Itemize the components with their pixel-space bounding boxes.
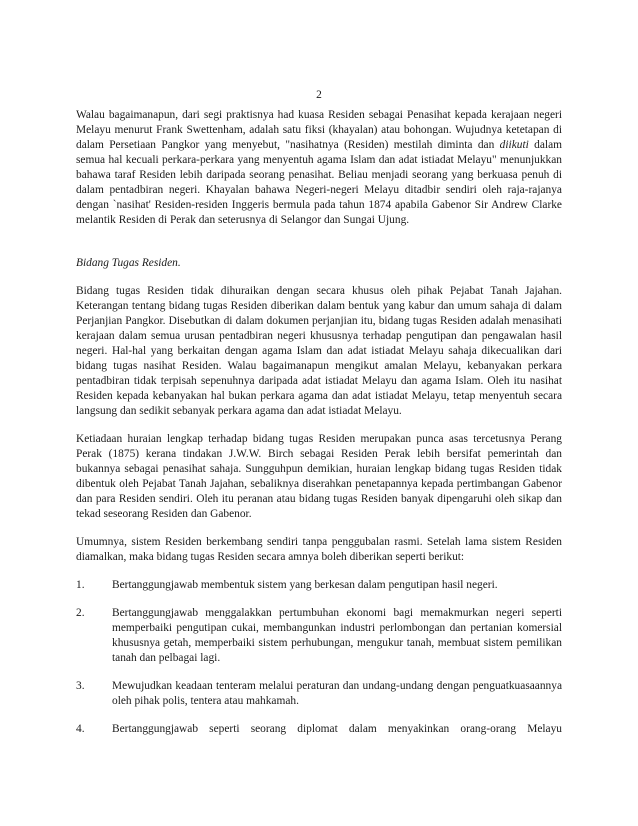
page-number: 2 [316,89,322,101]
intro-italic-word: diikuti [499,139,529,151]
list-item-text: Bertanggungjawab seperti seorang diplomat dalam menyakinkan orang-orang Melayu [112,723,562,735]
list-item-text: Bertanggungjawab membentuk sistem yang berkesan dalam pengutipan hasil negeri. [112,579,498,591]
list-item-number: 2. [76,607,85,619]
body-paragraph-1: Bidang tugas Residen tidak dihuraikan dengan secara khusus oleh pihak Pejabat Tanah Jajahan. Keterangan tentang bidang tugas Residen diberikan dalam bentuk yang kabur dan umum sahaja di dalam Perjanjian Pangkor. Disebutkan di dalam dokumen perjanjian itu, bidang tugas Residen adalah menasihati kerajaan dalam semua urusan pentadbiran negeri khususnya terhadap pengutipan dan pengawalan hasil negeri. Hal-hal yang berkaitan dengan agama Islam dan adat istiadat Melayu sahaja dikecualikan dari bidang tugas nasihat Residen. Walau bagaimanapun mengikut amalan Melayu, kebanyakan perkara pentadbiran tidak terpisah sepenuhnya daripada adat istiadat Melayu dan agama Islam. Oleh itu nasihat Residen kepada kebanyakan hal bukan perkara agama dan adat istiadat Melayu, tetap menyentuh secara langsung dan sedikit sebanyak perkara agama dan adat istiadat Melayu. [76,285,562,417]
intro-paragraph [76,108,562,228]
body-paragraph-2: Ketiadaan huraian lengkap terhadap bidang tugas Residen merupakan punca asas tercetusnya Perang Perak (1875) kerana tindakan J.W.W. Birch sebagai Residen Perak lebih bersifat pemerintah dan bukannya sebagai penasihat sahaja. Sungguhpun demikian, huraian lengkap bidang tugas Residen tidak dibentuk oleh Pejabat Tanah Jajahan, sebaliknya diserahkan penetapannya kepada pertimbangan Gabenor dan para Residen sendiri. Oleh itu peranan atau bidang tugas Residen banyak dipengaruhi oleh sikap dan tekad seseorang Residen dan Gabenor. [76,433,562,520]
section-heading: Bidang Tugas Residen. [76,257,181,269]
list-item-number: 3. [76,680,85,692]
intro-text-part2: dalam semua hal kecuali perkara-perkara yang menyentuh agama Islam dan adat istiadat Melayu" menunjukkan bahawa taraf Residen lebih daripada seorang penasihat. Beliau menjadi seorang yang berkuasa penuh di dalam pentadbiran negeri. Khayalan bahawa Negeri-negeri Melayu ditadbir sendiri oleh raja-rajanya dengan `nasihat' Residen-residen Inggeris bermula pada tahun 1874 apabila Gabenor Sir Andrew Clarke melantik Residen di Perak dan seterusnya di Selangor dan Sungai Ujung. [76,139,562,226]
intro-text-part1: Walau bagaimanapun, dari segi praktisnya had kuasa Residen sebagai Penasihat kepada kerajaan negeri Melayu menurut Frank Swettenham, adalah satu fiksi (khayalan) atau bohongan. Wujudnya ketetapan di dalam Persetiaan Pangkor yang menyebut, "nasihatnya (Residen) mestilah diminta dan [76,109,562,151]
list-item [76,606,562,666]
list-item [76,679,562,709]
duties-list [76,578,562,737]
document-page [76,88,562,750]
list-item [76,578,562,593]
body-paragraph-3: Umumnya, sistem Residen berkembang sendiri tanpa penggubalan rasmi. Setelah lama sistem Residen diamalkan, maka bidang tugas Residen secara amnya boleh diberikan seperti berikut: [76,536,562,563]
list-item-number: 1. [76,579,85,591]
list-item-text: Bertanggungjawab menggalakkan pertumbuhan ekonomi bagi memakmurkan negeri seperti memperbaiki pengutipan cukai, membangunkan industri perlombongan dan pertanian komersial khususnya getah, memperbaiki sistem perhubungan, mengukur tanah, membuat sistem pemilikan tanah dan pelbagai lagi. [112,607,562,664]
list-item-text: Mewujudkan keadaan tenteram melalui peraturan dan undang-undang dengan penguatkuasaannya oleh pihak polis, tentera atau mahkamah. [112,680,562,707]
list-item [76,722,562,737]
list-item-number: 4. [76,723,85,735]
